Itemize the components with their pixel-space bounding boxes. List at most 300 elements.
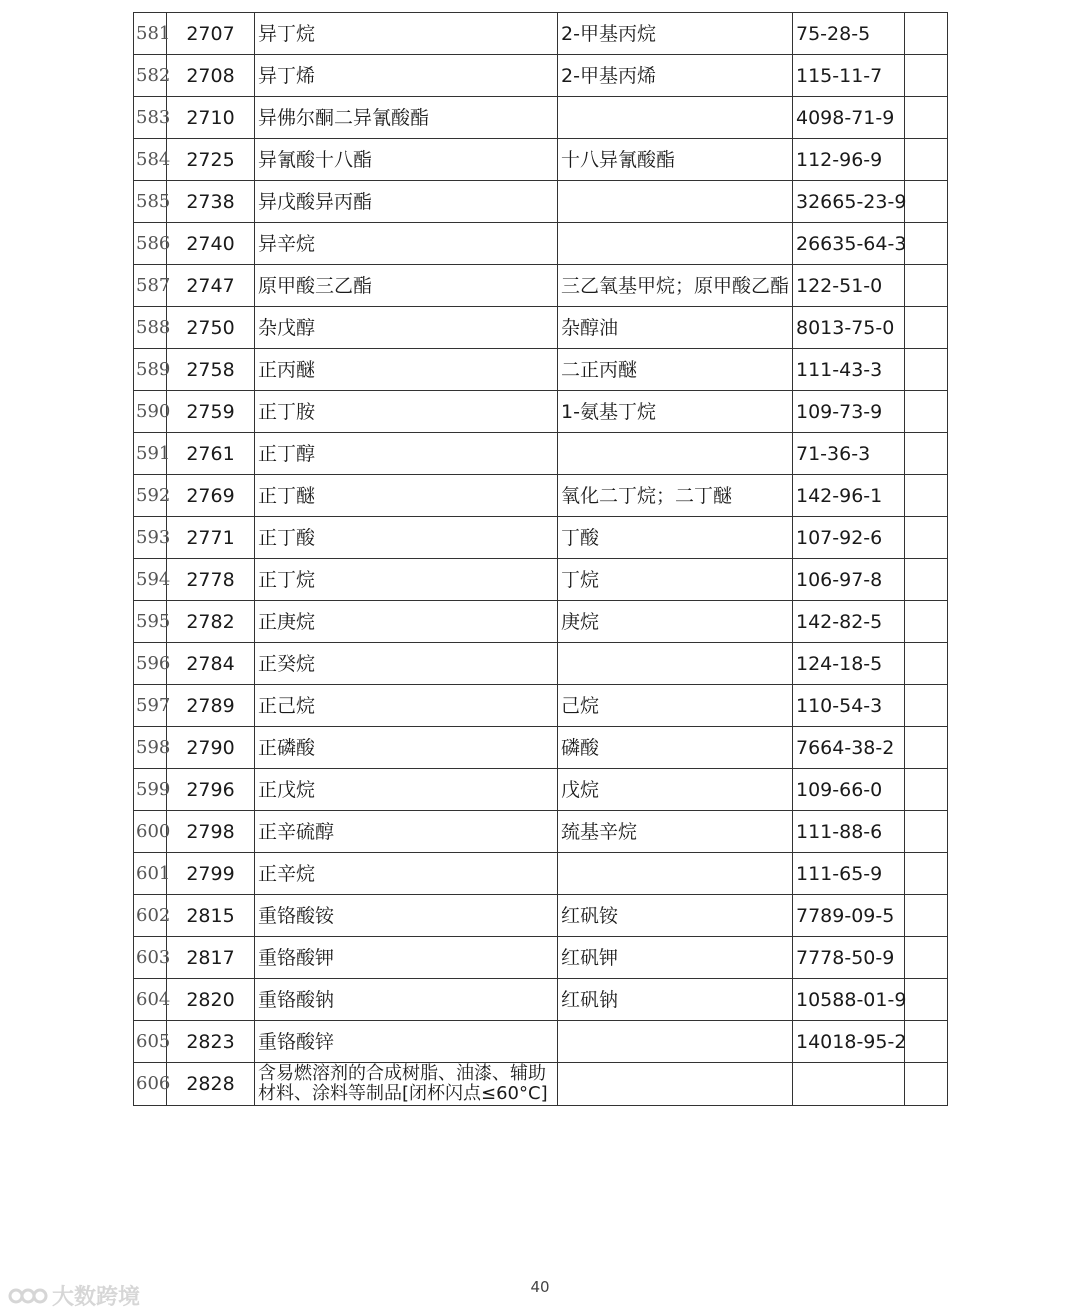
- row-note-cell: [905, 349, 948, 391]
- row-alias-cell: [558, 895, 793, 937]
- row-code-cell: [167, 223, 255, 265]
- row-seq: 601: [136, 862, 171, 884]
- row-code-cell: [167, 1021, 255, 1063]
- row-cas-number: 111-65-9: [796, 862, 883, 885]
- row-name-cell: [255, 517, 558, 559]
- row-code-cell: [167, 391, 255, 433]
- row-seq-cell: [134, 181, 171, 223]
- row-seq-cell: [134, 391, 171, 433]
- row-cas-number: 10588-01-9: [796, 988, 907, 1011]
- row-alias: 己烷: [561, 694, 600, 717]
- row-seq: 597: [136, 694, 171, 716]
- row-seq-cell: [134, 13, 171, 55]
- row-cas-cell: [793, 475, 905, 517]
- row-seq: 590: [136, 400, 171, 422]
- row-seq: 583: [136, 106, 171, 128]
- row-note-cell: [905, 13, 948, 55]
- row-note-cell: [905, 307, 948, 349]
- row-un-code: 2790: [186, 736, 235, 759]
- row-cas-number: 32665-23-9: [796, 190, 907, 213]
- chemical-list-table: [133, 12, 948, 1106]
- row-name-cell: [255, 853, 558, 895]
- row-alias-cell: [558, 1021, 793, 1063]
- row-code-cell: [167, 979, 255, 1021]
- row-alias: 红矾钾: [561, 946, 619, 969]
- row-chemical-name: 正辛烷: [258, 862, 316, 885]
- row-cas-cell: [793, 601, 905, 643]
- row-cas-number: 14018-95-2: [796, 1030, 907, 1053]
- row-chemical-name: 正丁醚: [258, 484, 316, 507]
- row-un-code: 2817: [186, 946, 235, 969]
- row-cas-number: 107-92-6: [796, 526, 883, 549]
- row-seq: 587: [136, 274, 171, 296]
- row-alias-cell: [558, 937, 793, 979]
- row-seq-cell: [134, 853, 171, 895]
- row-code-cell: [167, 937, 255, 979]
- row-seq: 586: [136, 232, 171, 254]
- table-row: [134, 433, 948, 475]
- row-seq: 582: [136, 64, 171, 86]
- table-row: [134, 475, 948, 517]
- row-alias-cell: [558, 55, 793, 97]
- row-un-code: 2725: [186, 148, 235, 171]
- row-cas-number: 112-96-9: [796, 148, 883, 171]
- table-row: [134, 727, 948, 769]
- row-un-code: 2782: [186, 610, 235, 633]
- row-seq-cell: [134, 1063, 171, 1106]
- page-number: 40: [530, 1278, 550, 1296]
- row-name-cell: [255, 475, 558, 517]
- table-row: [134, 979, 948, 1021]
- row-un-code: 2761: [186, 442, 235, 465]
- table-row: [134, 811, 948, 853]
- row-seq: 593: [136, 526, 171, 548]
- table-row: [134, 55, 948, 97]
- row-alias-cell: [558, 811, 793, 853]
- row-alias-cell: [558, 517, 793, 559]
- row-name-cell: [255, 937, 558, 979]
- row-cas-number: 111-88-6: [796, 820, 883, 843]
- row-un-code: 2789: [186, 694, 235, 717]
- row-seq-cell: [134, 937, 171, 979]
- row-un-code: 2823: [186, 1030, 235, 1053]
- row-note-cell: [905, 1021, 948, 1063]
- row-cas-cell: [793, 97, 905, 139]
- row-cas-cell: [793, 559, 905, 601]
- table-row: [134, 853, 948, 895]
- row-cas-number: 110-54-3: [796, 694, 883, 717]
- row-chemical-name: 正辛硫醇: [258, 820, 335, 843]
- row-note-cell: [905, 727, 948, 769]
- row-chemical-name: 正癸烷: [258, 652, 316, 675]
- table-row: [134, 181, 948, 223]
- row-name-cell: [255, 55, 558, 97]
- row-cas-cell: [793, 937, 905, 979]
- row-alias: 巯基辛烷: [561, 820, 638, 843]
- table-row: [134, 895, 948, 937]
- table-row: [134, 349, 948, 391]
- row-cas-cell: [793, 685, 905, 727]
- row-code-cell: [167, 853, 255, 895]
- row-seq-cell: [134, 97, 171, 139]
- row-chemical-name: 正己烷: [258, 694, 316, 717]
- row-seq-cell: [134, 433, 171, 475]
- row-alias: 2-甲基丙烷: [561, 22, 656, 45]
- row-un-code: 2759: [186, 400, 235, 423]
- row-chemical-name: 原甲酸三乙酯: [258, 274, 373, 297]
- row-seq: 598: [136, 736, 171, 758]
- row-note-cell: [905, 979, 948, 1021]
- row-cas-number: 7778-50-9: [796, 946, 895, 969]
- row-alias-cell: [558, 643, 793, 685]
- row-seq: 606: [136, 1073, 171, 1094]
- row-name-cell: [255, 265, 558, 307]
- table-row: [134, 1021, 948, 1063]
- row-seq-cell: [134, 55, 171, 97]
- row-un-code: 2828: [186, 1073, 235, 1095]
- row-cas-cell: [793, 13, 905, 55]
- row-alias-cell: [558, 1063, 793, 1106]
- row-un-code: 2796: [186, 778, 235, 801]
- row-name-cell: [255, 979, 558, 1021]
- row-code-cell: [167, 601, 255, 643]
- table-row: [134, 685, 948, 727]
- row-un-code: 2758: [186, 358, 235, 381]
- row-cas-number: 124-18-5: [796, 652, 883, 675]
- row-seq-cell: [134, 307, 171, 349]
- row-seq: 591: [136, 442, 171, 464]
- row-code-cell: [167, 13, 255, 55]
- row-seq-cell: [134, 727, 171, 769]
- row-code-cell: [167, 895, 255, 937]
- row-cas-cell: [793, 55, 905, 97]
- row-alias: 磷酸: [561, 736, 600, 759]
- row-cas-number: 111-43-3: [796, 358, 883, 381]
- row-chemical-name: 异戊酸异丙酯: [258, 190, 373, 213]
- row-alias: 氧化二丁烷；二丁醚: [561, 484, 733, 507]
- row-alias-cell: [558, 391, 793, 433]
- row-cas-cell: [793, 223, 905, 265]
- table-row: [134, 517, 948, 559]
- row-un-code: 2707: [186, 22, 235, 45]
- row-alias: 2-甲基丙烯: [561, 64, 656, 87]
- row-seq-cell: [134, 601, 171, 643]
- row-alias: 戊烷: [561, 778, 600, 801]
- row-seq: 585: [136, 190, 171, 212]
- row-code-cell: [167, 181, 255, 223]
- row-seq-cell: [134, 265, 171, 307]
- row-code-cell: [167, 265, 255, 307]
- row-note-cell: [905, 55, 948, 97]
- row-note-cell: [905, 475, 948, 517]
- row-name-cell: [255, 181, 558, 223]
- row-cas-cell: [793, 433, 905, 475]
- row-note-cell: [905, 601, 948, 643]
- row-alias: 十八异氰酸酯: [561, 148, 676, 171]
- row-code-cell: [167, 433, 255, 475]
- row-chemical-name: 正戊烷: [258, 778, 316, 801]
- row-chemical-name: 正庚烷: [258, 610, 316, 633]
- row-cas-number: 7789-09-5: [796, 904, 895, 927]
- row-cas-cell: [793, 265, 905, 307]
- row-alias: 杂醇油: [561, 316, 619, 339]
- row-code-cell: [167, 97, 255, 139]
- row-note-cell: [905, 643, 948, 685]
- row-alias-cell: [558, 139, 793, 181]
- row-cas-number: 122-51-0: [796, 274, 883, 297]
- row-alias-cell: [558, 685, 793, 727]
- row-alias: 丁烷: [561, 568, 600, 591]
- row-cas-number: 142-96-1: [796, 484, 883, 507]
- row-chemical-name: 重铬酸钾: [258, 946, 335, 969]
- row-note-cell: [905, 433, 948, 475]
- row-note-cell: [905, 139, 948, 181]
- row-cas-number: 109-66-0: [796, 778, 883, 801]
- row-seq: 604: [136, 988, 171, 1010]
- row-alias-cell: [558, 601, 793, 643]
- row-seq: 602: [136, 904, 171, 926]
- row-seq: 594: [136, 568, 171, 590]
- row-chemical-name: 正丁胺: [258, 400, 316, 423]
- row-note-cell: [905, 937, 948, 979]
- row-code-cell: [167, 475, 255, 517]
- row-alias: 红矾钠: [561, 988, 619, 1011]
- row-alias-cell: [558, 769, 793, 811]
- row-code-cell: [167, 517, 255, 559]
- row-name-cell: [255, 727, 558, 769]
- row-un-code: 2784: [186, 652, 235, 675]
- row-alias: 三乙氧基甲烷；原甲酸乙酯: [561, 274, 790, 297]
- row-alias: 1-氨基丁烷: [561, 400, 656, 423]
- row-alias-cell: [558, 307, 793, 349]
- row-chemical-name: 异丁烷: [258, 22, 316, 45]
- row-seq-cell: [134, 685, 171, 727]
- row-cas-cell: [793, 1063, 905, 1106]
- row-un-code: 2708: [186, 64, 235, 87]
- row-name-cell: [255, 643, 558, 685]
- row-seq-cell: [134, 223, 171, 265]
- row-cas-cell: [793, 307, 905, 349]
- row-name-cell: [255, 769, 558, 811]
- row-cas-cell: [793, 727, 905, 769]
- row-code-cell: [167, 685, 255, 727]
- row-cas-number: 106-97-8: [796, 568, 883, 591]
- row-alias-cell: [558, 13, 793, 55]
- row-code-cell: [167, 769, 255, 811]
- row-seq-cell: [134, 559, 171, 601]
- row-note-cell: [905, 223, 948, 265]
- row-name-cell: [255, 559, 558, 601]
- row-chemical-name: 重铬酸钠: [258, 988, 335, 1011]
- table-row: [134, 1063, 948, 1106]
- row-seq: 581: [136, 22, 171, 44]
- row-name-cell: [255, 895, 558, 937]
- row-alias-cell: [558, 223, 793, 265]
- row-note-cell: [905, 265, 948, 307]
- row-name-cell: [255, 685, 558, 727]
- row-chemical-name: 异佛尔酮二异氰酸酯: [258, 106, 430, 129]
- row-chemical-name: 杂戊醇: [258, 316, 316, 339]
- row-code-cell: [167, 1063, 255, 1106]
- row-un-code: 2820: [186, 988, 235, 1011]
- table-body: [134, 13, 948, 1106]
- row-note-cell: [905, 1063, 948, 1106]
- table-row: [134, 223, 948, 265]
- row-name-cell: [255, 13, 558, 55]
- row-name-cell: [255, 433, 558, 475]
- row-seq-cell: [134, 349, 171, 391]
- row-seq: 584: [136, 148, 171, 170]
- row-name-cell: [255, 811, 558, 853]
- row-name-cell: [255, 223, 558, 265]
- row-cas-cell: [793, 517, 905, 559]
- row-alias: 丁酸: [561, 526, 600, 549]
- table-row: [134, 265, 948, 307]
- row-alias: 庚烷: [561, 610, 600, 633]
- row-seq: 595: [136, 610, 171, 632]
- row-un-code: 2750: [186, 316, 235, 339]
- row-note-cell: [905, 895, 948, 937]
- row-alias-cell: [558, 97, 793, 139]
- table-row: [134, 937, 948, 979]
- row-alias-cell: [558, 349, 793, 391]
- row-seq-cell: [134, 643, 171, 685]
- row-cas-cell: [793, 1021, 905, 1063]
- row-cas-number: 115-11-7: [796, 64, 883, 87]
- row-cas-cell: [793, 391, 905, 433]
- row-cas-number: 142-82-5: [796, 610, 883, 633]
- row-chemical-name: 正丁酸: [258, 526, 316, 549]
- row-cas-number: 7664-38-2: [796, 736, 895, 759]
- row-seq: 589: [136, 358, 171, 380]
- row-seq-cell: [134, 979, 171, 1021]
- row-cas-number: 71-36-3: [796, 442, 871, 465]
- table-row: [134, 643, 948, 685]
- row-name-cell: [255, 307, 558, 349]
- row-seq-cell: [134, 769, 171, 811]
- row-seq: 605: [136, 1030, 171, 1052]
- row-chemical-name: 正丁烷: [258, 568, 316, 591]
- row-note-cell: [905, 769, 948, 811]
- row-seq-cell: [134, 475, 171, 517]
- row-cas-cell: [793, 895, 905, 937]
- row-name-cell: [255, 601, 558, 643]
- row-name-cell: [255, 1063, 558, 1106]
- row-alias: 红矾铵: [561, 904, 619, 927]
- row-un-code: 2798: [186, 820, 235, 843]
- row-chemical-name: 正磷酸: [258, 736, 316, 759]
- row-un-code: 2799: [186, 862, 235, 885]
- row-cas-number: 8013-75-0: [796, 316, 895, 339]
- row-note-cell: [905, 853, 948, 895]
- row-seq: 588: [136, 316, 171, 338]
- row-alias: 二正丙醚: [561, 358, 638, 381]
- row-code-cell: [167, 139, 255, 181]
- row-alias-cell: [558, 475, 793, 517]
- table-row: [134, 139, 948, 181]
- row-seq: 599: [136, 778, 171, 800]
- row-name-cell: [255, 391, 558, 433]
- row-un-code: 2769: [186, 484, 235, 507]
- row-cas-cell: [793, 769, 905, 811]
- row-un-code: 2710: [186, 106, 235, 129]
- row-code-cell: [167, 643, 255, 685]
- row-cas-cell: [793, 811, 905, 853]
- row-note-cell: [905, 685, 948, 727]
- row-cas-number: 75-28-5: [796, 22, 871, 45]
- row-code-cell: [167, 727, 255, 769]
- table-row: [134, 13, 948, 55]
- row-seq-cell: [134, 139, 171, 181]
- row-chemical-name: 重铬酸锌: [258, 1030, 335, 1053]
- row-note-cell: [905, 517, 948, 559]
- row-seq: 592: [136, 484, 171, 506]
- table-row: [134, 601, 948, 643]
- row-cas-number: 4098-71-9: [796, 106, 895, 129]
- row-alias-cell: [558, 979, 793, 1021]
- row-seq-cell: [134, 1021, 171, 1063]
- row-un-code: 2740: [186, 232, 235, 255]
- row-note-cell: [905, 811, 948, 853]
- row-chemical-name: 正丙醚: [258, 358, 316, 381]
- row-cas-cell: [793, 979, 905, 1021]
- row-code-cell: [167, 55, 255, 97]
- row-code-cell: [167, 559, 255, 601]
- table-row: [134, 97, 948, 139]
- row-note-cell: [905, 97, 948, 139]
- row-seq: 603: [136, 946, 171, 968]
- row-code-cell: [167, 349, 255, 391]
- row-name-cell: [255, 139, 558, 181]
- row-seq-cell: [134, 517, 171, 559]
- row-seq: 600: [136, 820, 171, 842]
- row-un-code: 2778: [186, 568, 235, 591]
- row-un-code: 2747: [186, 274, 235, 297]
- row-cas-cell: [793, 181, 905, 223]
- row-note-cell: [905, 391, 948, 433]
- row-cas-cell: [793, 643, 905, 685]
- row-name-cell: [255, 1021, 558, 1063]
- row-chemical-name: 异氰酸十八酯: [258, 148, 373, 171]
- row-chemical-name: 正丁醇: [258, 442, 316, 465]
- row-alias-cell: [558, 853, 793, 895]
- row-alias-cell: [558, 265, 793, 307]
- row-cas-number: 109-73-9: [796, 400, 883, 423]
- row-alias-cell: [558, 727, 793, 769]
- row-un-code: 2771: [186, 526, 235, 549]
- row-alias-cell: [558, 433, 793, 475]
- row-name-cell: [255, 349, 558, 391]
- row-note-cell: [905, 181, 948, 223]
- row-chemical-name: 重铬酸铵: [258, 904, 335, 927]
- table-row: [134, 307, 948, 349]
- row-name-cell: [255, 97, 558, 139]
- row-chemical-name: 异丁烯: [258, 64, 316, 87]
- row-seq-cell: [134, 895, 171, 937]
- row-cas-cell: [793, 139, 905, 181]
- row-alias-cell: [558, 559, 793, 601]
- row-note-cell: [905, 559, 948, 601]
- row-alias-cell: [558, 181, 793, 223]
- row-seq: 596: [136, 652, 171, 674]
- table-row: [134, 769, 948, 811]
- row-code-cell: [167, 307, 255, 349]
- row-seq-cell: [134, 811, 171, 853]
- row-chemical-name: 异辛烷: [258, 232, 316, 255]
- row-un-code: 2815: [186, 904, 235, 927]
- row-code-cell: [167, 811, 255, 853]
- row-cas-number: 26635-64-3: [796, 232, 907, 255]
